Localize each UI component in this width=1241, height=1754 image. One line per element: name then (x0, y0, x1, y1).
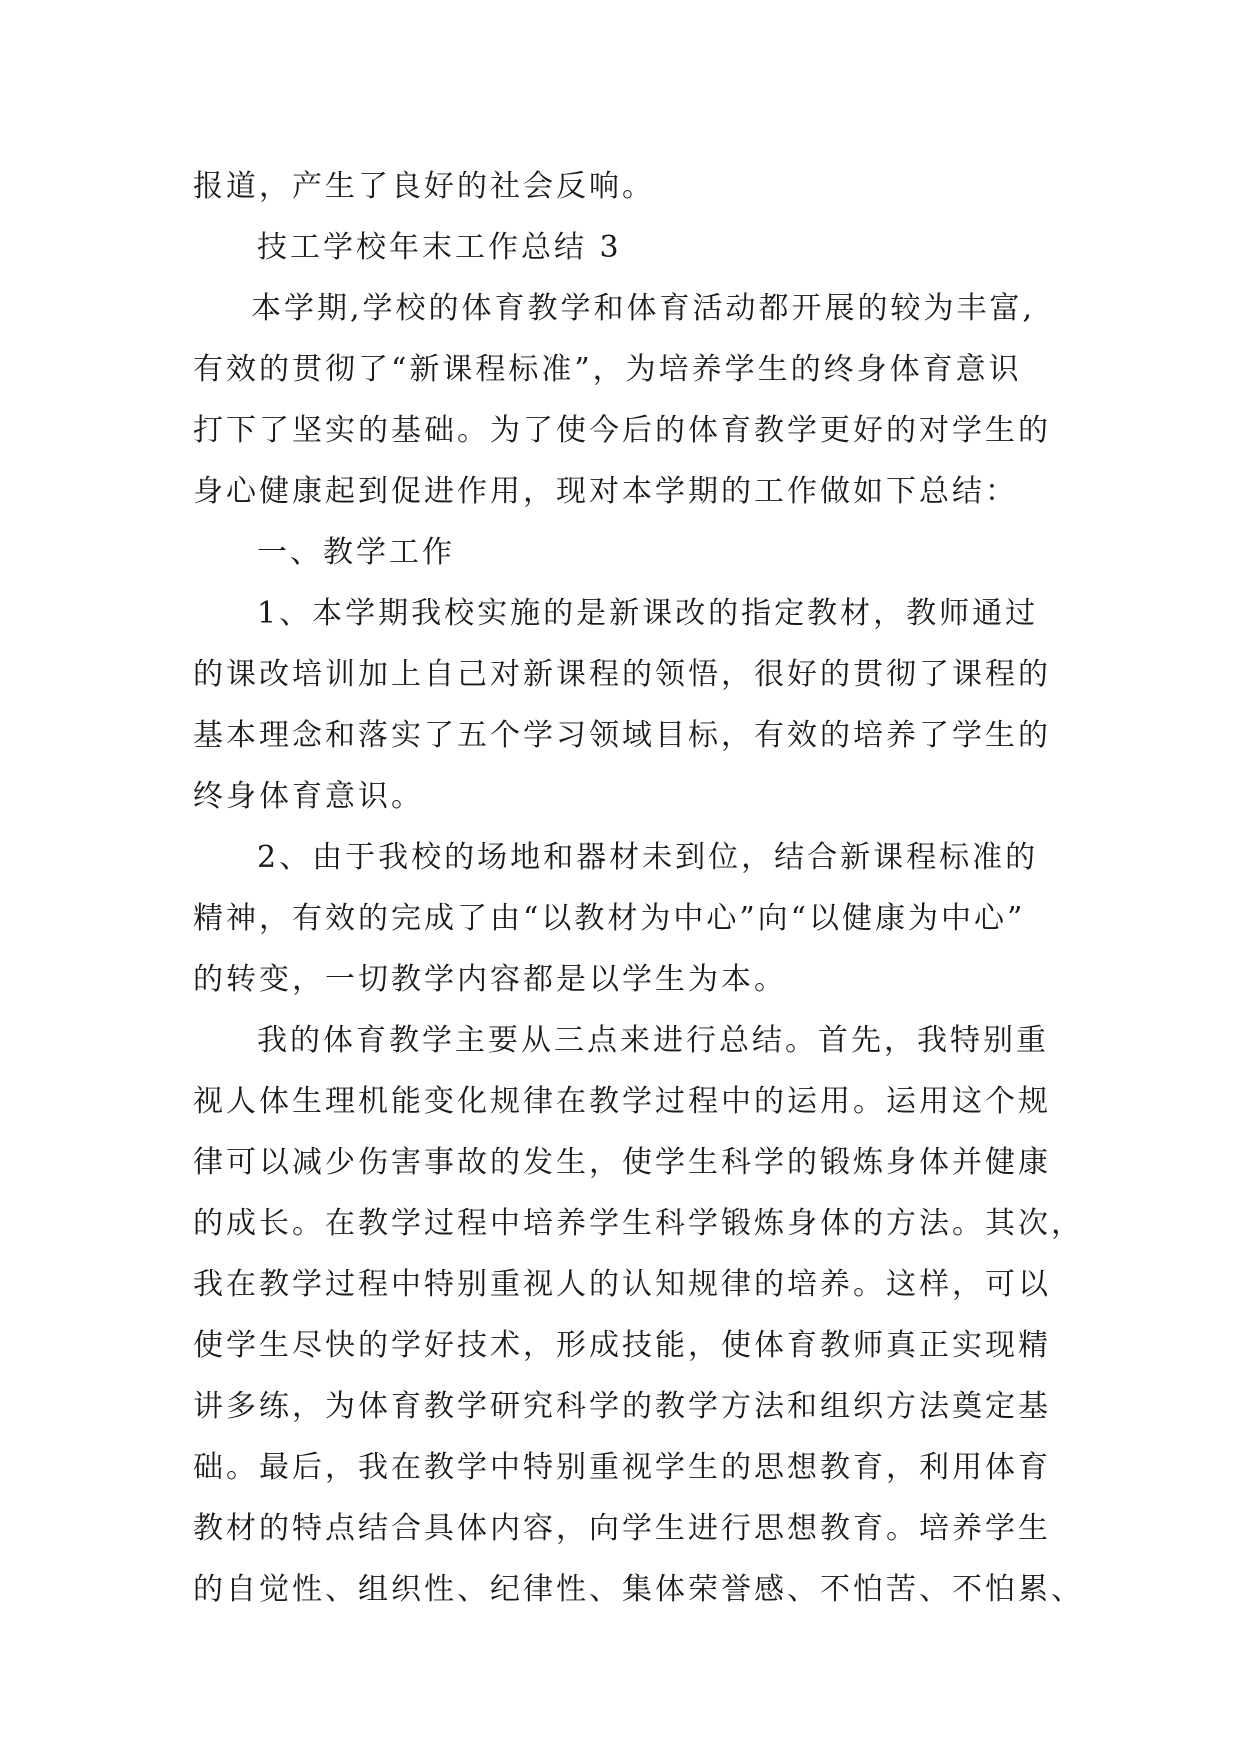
text-line: 教材的特点结合具体内容，向学生进行思想教育。培养学生 (193, 1511, 1051, 1546)
text-line: 2、由于我校的场地和器材未到位，结合新课程标准的 (257, 840, 1039, 875)
text-line: 打下了坚实的基础。为了使今后的体育教学更好的对学生的 (193, 413, 1051, 448)
text-line: 基本理念和落实了五个学习领域目标，有效的培养了学生的 (193, 718, 1051, 753)
text-line: 终身体育意识。 (193, 779, 424, 814)
text-line: 有效的贯彻了“新课程标准”，为培养学生的终身体育意识 (193, 352, 1022, 387)
text-line: 使学生尽快的学好技术，形成技能，使体育教师真正实现精 (193, 1328, 1051, 1363)
text-line: 础。最后，我在教学中特别重视学生的思想教育，利用体育 (193, 1450, 1051, 1485)
text-line: 我的体育教学主要从三点来进行总结。首先，我特别重 (257, 1023, 1049, 1058)
text-line: 精神，有效的完成了由“以教材为中心”向“以健康为中心” (193, 901, 1026, 936)
text-line: 身心健康起到促进作用，现对本学期的工作做如下总结： (193, 474, 1018, 509)
text-line: 的课改培训加上自己对新课程的领悟，很好的贯彻了课程的 (193, 657, 1051, 692)
document-body (193, 156, 1084, 1620)
section-heading: 技工学校年末工作总结 3 (257, 230, 622, 265)
text-line: 本学期,学校的体育教学和体育活动都开展的较为丰富, (251, 291, 1036, 326)
subsection-heading: 一、教学工作 (257, 535, 455, 570)
text-line: 我在教学过程中特别重视人的认知规律的培养。这样，可以 (193, 1267, 1051, 1302)
text-line: 律可以减少伤害事故的发生，使学生科学的锻炼身体并健康 (193, 1145, 1051, 1180)
text-line: 的成长。在教学过程中培养学生科学锻炼身体的方法。其次， (193, 1206, 1084, 1241)
text-line: 1、本学期我校实施的是新课改的指定教材，教师通过 (257, 596, 1039, 631)
text-line: 报道，产生了良好的社会反响。 (193, 169, 655, 204)
text-line: 视人体生理机能变化规律在教学过程中的运用。运用这个规 (193, 1084, 1051, 1119)
text-line: 讲多练，为体育教学研究科学的教学方法和组织方法奠定基 (193, 1389, 1051, 1424)
text-line: 的转变，一切教学内容都是以学生为本。 (193, 962, 787, 997)
text-line: 的自觉性、组织性、纪律性、集体荣誉感、不怕苦、不怕累、 (193, 1572, 1084, 1607)
